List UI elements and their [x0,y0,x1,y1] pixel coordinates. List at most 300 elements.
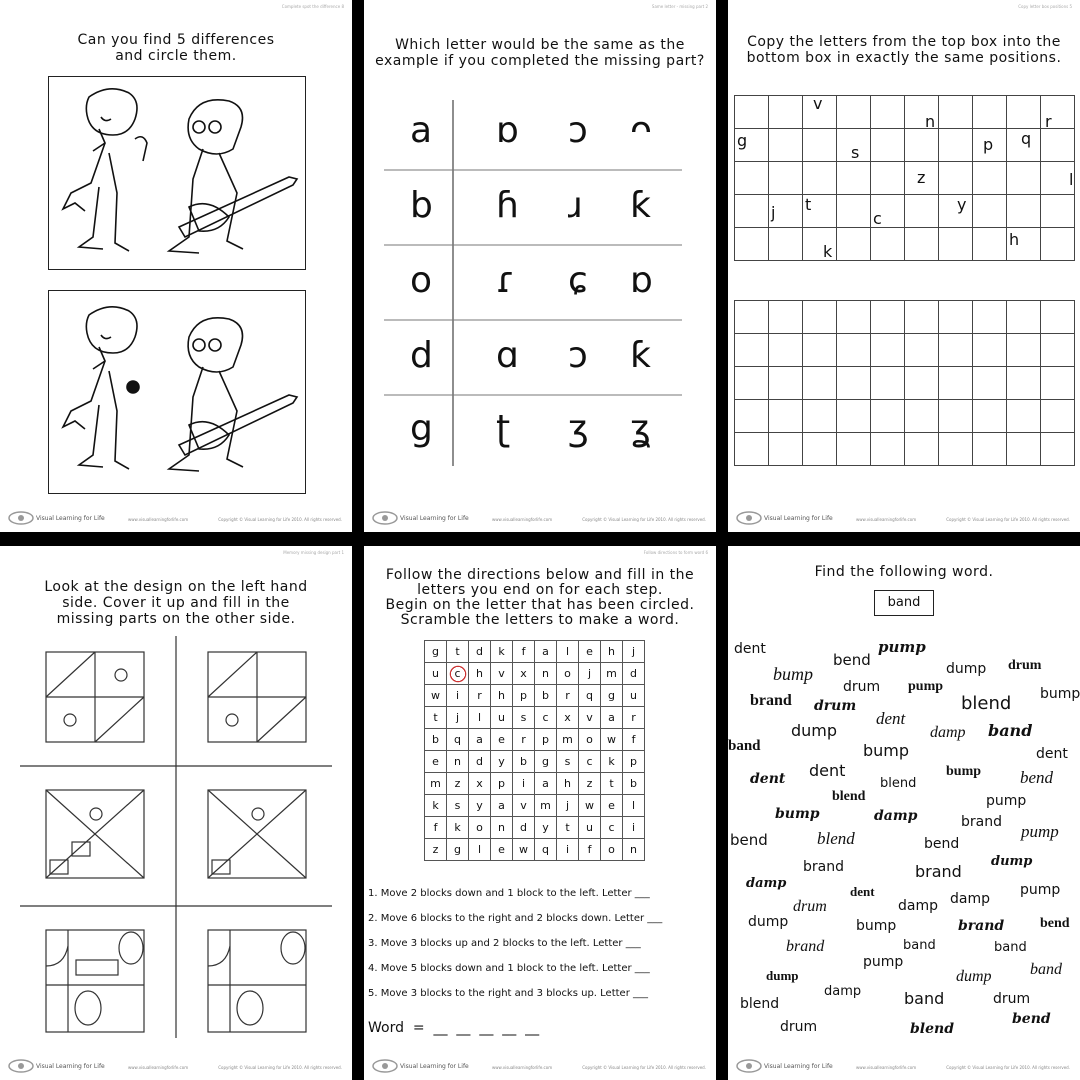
direction-step-4[interactable]: 4. Move 5 blocks down and 1 block to the left. Letter ___ [368,963,650,974]
grid-cell [973,96,1007,129]
word-item[interactable]: pump [863,954,904,970]
grid-cell [973,162,1007,195]
word-item[interactable]: dent [876,709,906,728]
grid-cell[interactable] [871,433,905,466]
grid-cell: c [579,751,601,773]
word-item[interactable]: band [988,721,1033,740]
grid-cell: h [469,663,491,685]
grid-cell [905,162,939,195]
footer-url: www.visuallearningforlife.com [492,1065,553,1070]
grid-cell[interactable] [871,367,905,400]
grid-letter: c [873,209,882,228]
grid-letter: r [1045,112,1052,131]
word-item[interactable]: band [904,989,945,1008]
grid-cell [939,195,973,228]
grid-cell[interactable] [1007,301,1041,334]
grid-cell[interactable] [1041,367,1075,400]
page-footer [0,1056,352,1080]
grid-cell: e [425,751,447,773]
grid-cell: g [425,641,447,663]
grid-cell: a [469,729,491,751]
word-item[interactable]: bump [1040,686,1080,702]
grid-cell: f [425,817,447,839]
eye-logo-icon [8,1058,34,1074]
grid-cell [871,96,905,129]
grid-cell [871,195,905,228]
grid-cell: y [469,795,491,817]
worksheet-follow-directions [364,546,716,1080]
grid-cell: z [425,839,447,861]
page-header: Copy letter box positions 5 [1018,4,1072,9]
grid-cell: b [513,751,535,773]
footer-url: www.visuallearningforlife.com [128,1065,189,1070]
word-item[interactable]: brand [958,918,1005,934]
word-item[interactable]: dent [734,641,766,657]
word-item[interactable]: dump [748,914,789,930]
grid-cell: u [623,685,645,707]
grid-cell: l [469,839,491,861]
grid-cell: s [557,751,579,773]
grid-cell[interactable] [905,433,939,466]
direction-step-5[interactable]: 5. Move 3 blocks to the right and 3 blocks up. Letter ___ [368,988,648,999]
grid-cell[interactable] [905,334,939,367]
title-line-2: side. Cover it up and fill in the [62,595,290,611]
grid-cell: e [579,641,601,663]
word-item[interactable]: drum [1008,658,1042,673]
letter-option[interactable]: ƙ [630,185,651,226]
grid-letter: q [1021,129,1032,148]
word-item[interactable]: damp [746,876,787,891]
eye-logo-icon [372,510,398,526]
word-item[interactable]: bump [856,918,897,934]
grid-cell[interactable] [871,334,905,367]
grid-cell: o [601,839,623,861]
letter-option[interactable]: ƙ [630,335,651,376]
grid-cell: s [513,707,535,729]
word-item[interactable]: drum [780,1019,818,1035]
grid-cell: e [491,729,513,751]
grid-cell[interactable] [1007,367,1041,400]
grid-cell: t [447,641,469,663]
letter-option[interactable]: ɾ [496,260,516,301]
grid-cell[interactable] [871,301,905,334]
grid-cell [1007,96,1041,129]
page-header: Same letter - missing part 2 [651,4,708,9]
grid-cell: i [623,817,645,839]
word-item[interactable]: dent [850,884,875,899]
title-line-2: and circle them. [115,48,237,64]
letter-option[interactable]: ɹ [568,185,583,226]
grid-cell[interactable] [973,400,1007,433]
direction-step-2[interactable]: 2. Move 6 blocks to the right and 2 blocks down. Letter ___ [368,913,663,924]
grid-letter: l [1069,170,1074,189]
footer-brand: Visual Learning for Life [36,1063,105,1070]
grid-cell[interactable] [837,433,871,466]
grid-cell: f [579,839,601,861]
grid-cell: p [623,751,645,773]
worksheet-find-word [728,546,1080,1080]
page-footer [728,508,1080,532]
word-item[interactable]: brand [961,814,1002,830]
grid-cell [1041,129,1075,162]
grid-cell: c [535,707,557,729]
grid-cell[interactable] [769,433,803,466]
word-item[interactable]: drum [843,679,881,695]
word-item[interactable]: blend [910,1021,954,1037]
grid-cell[interactable] [837,400,871,433]
letter-option[interactable]: ʈ [496,408,511,449]
grid-cell [803,96,837,129]
grid-cell: f [513,641,535,663]
grid-cell: g [447,839,469,861]
grid-cell: l [623,795,645,817]
grid-cell [905,195,939,228]
word-item[interactable]: dent [809,761,846,780]
word-item[interactable]: blend [817,829,855,848]
word-item[interactable]: dump [791,721,838,740]
grid-letter: p [983,135,994,154]
grid-cell[interactable] [973,433,1007,466]
worksheet-title [364,568,716,628]
start-letter-circled: c [447,663,469,685]
grid-cell[interactable] [803,400,837,433]
grid-cell [837,162,871,195]
grid-cell[interactable] [735,334,769,367]
grid-cell: b [623,773,645,795]
grid-cell[interactable] [973,334,1007,367]
letter-option[interactable]: ʓ [630,408,651,449]
letter-grid [424,640,645,861]
page-footer [0,508,352,532]
page-footer [364,508,716,532]
word-item[interactable]: drum [793,898,827,915]
footer-brand: Visual Learning for Life [400,1063,469,1070]
grid-cell[interactable] [837,367,871,400]
grid-cell [905,129,939,162]
word-item[interactable]: blend [880,776,917,791]
grid-cell[interactable] [803,301,837,334]
grid-cell [1007,195,1041,228]
footer-brand: Visual Learning for Life [36,515,105,522]
grid-cell [871,162,905,195]
grid-cell[interactable] [939,334,973,367]
word-item[interactable]: bump [946,764,982,779]
grid-cell[interactable] [735,367,769,400]
grid-cell [769,96,803,129]
grid-cell [769,162,803,195]
grid-cell[interactable] [769,367,803,400]
word-item[interactable]: blend [961,693,1012,714]
word-item[interactable]: bump [775,806,820,822]
letter-option[interactable]: ɑ [496,335,519,376]
grid-cell: e [601,795,623,817]
directions-list [368,888,714,1028]
footer-copyright: Copyright © Visual Learning for Life 2010. All rights reserved. [946,517,1070,522]
page-header: Memory missing design part 1 [283,550,344,555]
grid-cell[interactable] [803,367,837,400]
direction-step-3[interactable]: 3. Move 3 blocks up and 2 blocks to the left. Letter ___ [368,938,641,949]
grid-cell[interactable] [939,433,973,466]
letter-option[interactable]: ɔ [568,335,588,376]
grid-cell: v [491,663,513,685]
word-item[interactable]: pump [878,638,926,656]
grid-cell: x [513,663,535,685]
grid-letter: h [1009,230,1020,249]
grid-cell: v [513,795,535,817]
word-item[interactable]: bump [773,664,813,684]
page-header: Follow directions to form word 6 [643,550,708,555]
grid-cell[interactable] [769,400,803,433]
word-item[interactable]: dent [750,771,786,787]
grid-cell: f [623,729,645,751]
grid-cell [939,96,973,129]
grid-cell: o [579,729,601,751]
footer-url: www.visuallearningforlife.com [128,517,189,522]
word-item[interactable]: bend [924,836,960,852]
word-item[interactable]: bend [1040,916,1070,931]
word-item[interactable]: band [994,940,1027,955]
grid-cell: c [601,817,623,839]
word-item[interactable]: dump [956,968,992,985]
word-answer-line[interactable]: Word = __ __ __ __ __ [368,1020,540,1036]
grid-cell[interactable] [735,400,769,433]
grid-cell[interactable] [803,433,837,466]
footer-copyright: Copyright © Visual Learning for Life 2010. All rights reserved. [218,1065,342,1070]
grid-cell [905,228,939,261]
grid-cell[interactable] [1007,400,1041,433]
grid-cell[interactable] [939,301,973,334]
grid-cell[interactable] [769,301,803,334]
worksheet-copy-letters [728,0,1080,532]
grid-cell[interactable] [939,367,973,400]
grid-cell [871,129,905,162]
word-item[interactable]: band [728,738,761,754]
word-item[interactable]: damp [898,898,938,914]
word-item[interactable]: bend [1012,1011,1051,1027]
grid-cell[interactable] [1007,334,1041,367]
word-item[interactable]: pump [908,679,944,694]
grid-cell[interactable] [735,301,769,334]
grid-cell: v [579,707,601,729]
footer-brand: Visual Learning for Life [764,1063,833,1070]
grid-cell: i [513,773,535,795]
grid-cell: u [491,707,513,729]
word-item[interactable]: drum [814,698,857,714]
word-item[interactable]: bend [1020,768,1054,787]
word-item[interactable]: brand [786,938,825,955]
grid-cell: m [557,729,579,751]
word-item[interactable]: dent [1036,746,1068,762]
grid-cell: j [447,707,469,729]
word-item[interactable]: bend [730,831,768,849]
grid-cell[interactable] [803,334,837,367]
letter-option[interactable]: ɕ [568,260,588,301]
worksheet-title [0,32,352,64]
grid-letter: j [771,203,776,222]
grid-cell [837,228,871,261]
band-cartoon-top [49,77,305,269]
grid-cell: n [535,663,557,685]
word-item[interactable]: dump [991,854,1033,869]
footer-url: www.visuallearningforlife.com [856,517,917,522]
grid-cell: j [623,641,645,663]
title-line-3: missing parts on the other side. [56,611,296,627]
grid-cell[interactable] [1041,400,1075,433]
letter-option[interactable]: ɒ [630,260,653,301]
word-item[interactable]: brand [915,862,962,881]
worksheet-memory-design [0,546,352,1080]
grid-cell: h [557,773,579,795]
grid-cell: r [623,707,645,729]
word-item[interactable]: band [1030,961,1062,978]
letter-option[interactable]: ɔ [568,110,588,151]
grid-cell: r [513,729,535,751]
word-item[interactable]: damp [874,808,918,824]
grid-cell [939,129,973,162]
word-item[interactable]: brand [803,859,844,875]
title-line-2: example if you completed the missing part? [375,53,705,69]
word-item[interactable]: bump [863,741,910,760]
grid-cell [803,195,837,228]
word-item[interactable]: blend [832,789,866,804]
grid-cell [939,162,973,195]
word-item[interactable]: pump [986,793,1027,809]
grid-cell [769,195,803,228]
word-item[interactable]: damp [950,891,990,907]
grid-cell: m [425,773,447,795]
grid-cell[interactable] [973,301,1007,334]
grid-cell[interactable] [905,400,939,433]
example-letter: d [410,335,433,376]
footer-brand: Visual Learning for Life [400,515,469,522]
direction-step-1[interactable]: 1. Move 2 blocks down and 1 block to the left. Letter ___ [368,888,650,899]
grid-cell: y [491,751,513,773]
footer-copyright: Copyright © Visual Learning for Life 2010. All rights reserved. [582,517,706,522]
grid-cell: n [491,817,513,839]
grid-cell: z [579,773,601,795]
letter-option[interactable]: ʒ [568,408,589,449]
word-item[interactable]: drum [993,991,1031,1007]
grid-cell[interactable] [939,400,973,433]
word-item[interactable]: pump [1021,822,1059,841]
grid-cell: x [469,773,491,795]
grid-cell [973,195,1007,228]
grid-cell: i [557,839,579,861]
grid-cell: k [601,751,623,773]
grid-cell[interactable] [1041,433,1075,466]
grid-cell: h [601,641,623,663]
grid-cell: b [535,685,557,707]
grid-cell: n [447,751,469,773]
grid-cell: j [579,663,601,685]
grid-cell: t [557,817,579,839]
grid-letter: g [737,131,748,150]
title-line-1: Copy the letters from the top box into the [747,34,1061,50]
word-item[interactable]: dump [766,968,799,983]
word-item[interactable]: band [903,938,936,953]
grid-cell [905,96,939,129]
word-item[interactable]: blend [740,996,780,1012]
example-letter: o [410,260,433,301]
grid-cell: u [579,817,601,839]
grid-cell [1041,162,1075,195]
grid-cell[interactable] [837,301,871,334]
letter-option[interactable]: ɦ [496,185,519,226]
grid-cell [1007,162,1041,195]
grid-cell[interactable] [1007,433,1041,466]
grid-cell [973,228,1007,261]
grid-cell: d [623,663,645,685]
word-item[interactable]: pump [1020,882,1061,898]
answer-letter-grid[interactable] [734,300,1075,466]
grid-cell [735,195,769,228]
grid-cell: q [535,839,557,861]
eye-logo-icon [736,1058,762,1074]
worksheet-title [728,34,1080,66]
grid-cell: g [601,685,623,707]
grid-cell: w [579,795,601,817]
grid-cell[interactable] [735,433,769,466]
eye-logo-icon [736,510,762,526]
grid-cell: a [491,795,513,817]
page-footer [364,1056,716,1080]
grid-cell[interactable] [973,367,1007,400]
grid-cell[interactable] [769,334,803,367]
grid-cell: q [579,685,601,707]
word-item[interactable]: brand [750,692,792,709]
grid-cell: b [425,729,447,751]
grid-cell[interactable] [905,301,939,334]
grid-cell[interactable] [837,334,871,367]
example-letter: b [410,185,433,226]
grid-cell [769,129,803,162]
grid-cell [1007,129,1041,162]
grid-cell [803,228,837,261]
word-item[interactable]: damp [824,984,862,999]
grid-cell[interactable] [1041,334,1075,367]
grid-cell: w [601,729,623,751]
grid-cell[interactable] [871,400,905,433]
grid-cell [1041,96,1075,129]
letter-option[interactable]: ᴖ [630,110,653,151]
grid-cell: o [557,663,579,685]
letter-option[interactable]: ɒ [496,110,519,151]
grid-letter: y [957,195,967,214]
grid-cell [803,129,837,162]
footer-url: www.visuallearningforlife.com [492,517,553,522]
bottom-cartoon-frame[interactable] [48,290,306,494]
grid-cell: d [513,817,535,839]
footer-copyright: Copyright © Visual Learning for Life 2010. All rights reserved. [582,1065,706,1070]
word-item[interactable]: bend [833,651,871,669]
source-letter-grid [734,95,1075,261]
grid-cell[interactable] [905,367,939,400]
title-line-1: Which letter would be the same as the [395,37,685,53]
grid-cell: p [491,773,513,795]
title-line-4: Scramble the letters to make a word. [400,612,680,628]
title-line-3: Begin on the letter that has been circled. [385,597,695,613]
grid-cell: r [557,685,579,707]
grid-cell: n [623,839,645,861]
word-item[interactable]: damp [930,724,966,741]
page-footer [728,1056,1080,1080]
top-cartoon-frame[interactable] [48,76,306,270]
grid-cell: a [535,773,557,795]
design-panels[interactable] [0,546,352,1080]
word-item[interactable]: dump [946,661,987,677]
grid-cell: z [447,773,469,795]
grid-cell[interactable] [1041,301,1075,334]
